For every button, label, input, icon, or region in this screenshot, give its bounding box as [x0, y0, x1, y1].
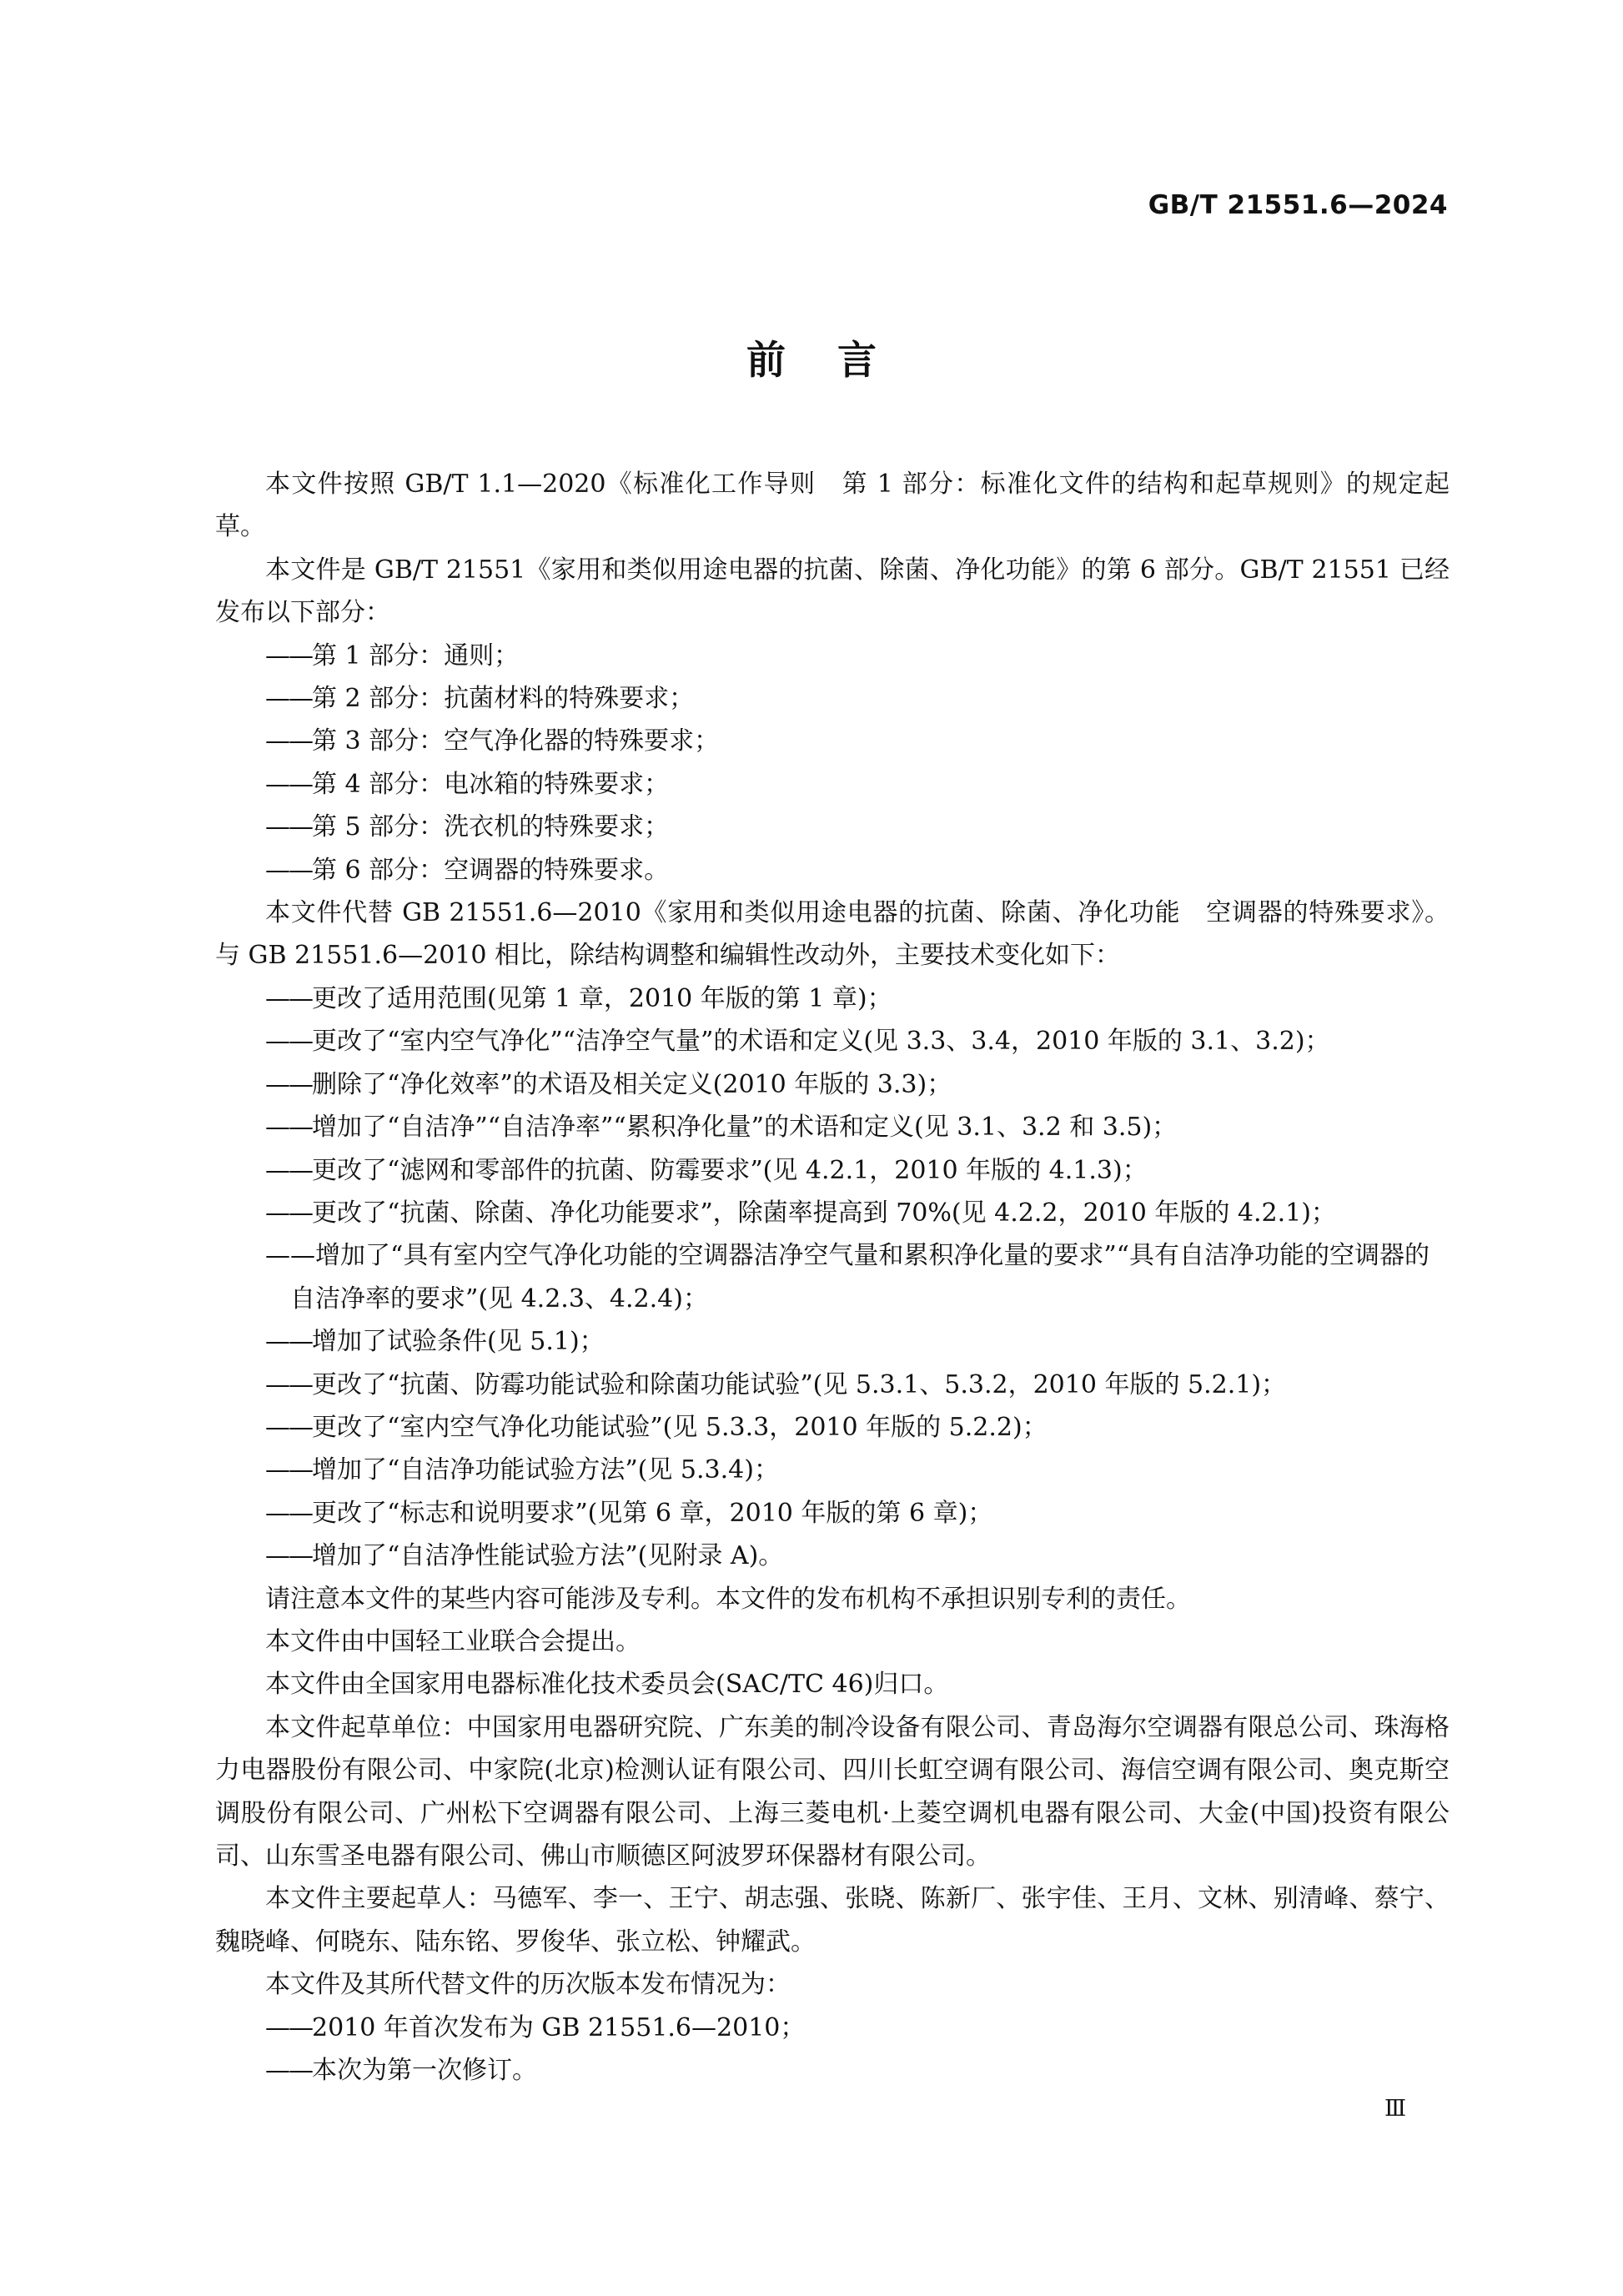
paragraph-series-info: 本文件是 GB/T 21551《家用和类似用途电器的抗菌、除菌、净化功能》的第 6 部分。GB/T 21551 已经发布以下部分： — [215, 555, 1450, 628]
page-title: 前言 — [746, 338, 928, 384]
page-number: Ⅲ — [1384, 2096, 1406, 2122]
foreword-body — [215, 463, 1450, 2092]
paragraph-patent-notice: 请注意本文件的某些内容可能涉及专利。本文件的发布机构不承担识别专利的责任。 — [265, 1584, 1191, 1614]
list-item: ——更改了“室内空气净化”“洁净空气量”的术语和定义(见 3.3、3.4，2010 年版的 3.1、3.2)； — [265, 1027, 1330, 1057]
list-item: ——更改了“标志和说明要求”(见第 6 章，2010 年版的第 6 章)； — [265, 1498, 993, 1528]
list-item: ——增加了“自洁净功能试验方法”(见 5.3.4)； — [265, 1455, 779, 1485]
list-item: ——增加了“具有室内空气净化功能的空调器洁净空气量和累积净化量的要求”“具有自洁净功能的空调器的自洁净率的要求”(见 4.2.3、4.2.4)； — [265, 1241, 1430, 1314]
list-item: ——更改了“室内空气净化功能试验”(见 5.3.3，2010 年版的 5.2.2)； — [265, 1412, 1048, 1442]
list-item: ——第 1 部分：通则； — [265, 641, 520, 671]
list-item: ——第 3 部分：空气净化器的特殊要求； — [265, 726, 720, 756]
list-item: ——更改了“抗菌、防霉功能试验和除菌功能试验”(见 5.3.1、5.3.2，2010 年版的 5.2.1)； — [265, 1369, 1287, 1399]
list-item: ——更改了适用范围(见第 1 章，2010 年版的第 1 章)； — [265, 983, 892, 1013]
history-list — [215, 2007, 1450, 2093]
list-item: ——第 2 部分：抗菌材料的特殊要求； — [265, 684, 695, 714]
changes-list — [215, 977, 1450, 1578]
paragraph-history-intro: 本文件及其所代替文件的历次版本发布情况为： — [265, 1970, 791, 2000]
list-item: ——删除了“净化效率”的术语及相关定义(2010 年版的 3.3)； — [265, 1069, 952, 1099]
list-item: ——2010 年首次发布为 GB 21551.6—2010； — [265, 2012, 806, 2042]
paragraph-committee: 本文件由全国家用电器标准化技术委员会(SAC/TC 46)归口。 — [265, 1670, 949, 1700]
paragraph-replacement: 本文件代替 GB 21551.6—2010《家用和类似用途电器的抗菌、除菌、净化功能 空调器的特殊要求》。与 GB 21551.6—2010 相比，除结构调整和编辑性改动外，主要技术变化如下： — [215, 898, 1450, 971]
list-item: ——增加了试验条件(见 5.1)； — [265, 1327, 605, 1357]
paragraph-drafting-rule: 本文件按照 GB/T 1.1—2020《标准化工作导则 第 1 部分：标准化文件的结构和起草规则》的规定起草。 — [215, 470, 1450, 542]
list-item: ——第 4 部分：电冰箱的特殊要求； — [265, 769, 670, 799]
list-item: ——更改了“抗菌、除菌、净化功能要求”，除菌率提高到 70%(见 4.2.2，2010 年版的 4.2.1)； — [265, 1198, 1336, 1228]
list-item: ——第 5 部分：洗衣机的特殊要求； — [265, 812, 670, 842]
paragraph-proposer: 本文件由中国轻工业联合会提出。 — [265, 1626, 641, 1656]
standard-number: GB/T 21551.6—2024 — [1148, 190, 1448, 220]
list-item: ——本次为第一次修订。 — [265, 2056, 537, 2086]
parts-list — [215, 635, 1450, 892]
list-item: ——第 6 部分：空调器的特殊要求。 — [265, 855, 670, 885]
list-item: ——增加了“自洁净性能试验方法”(见附录 A)。 — [265, 1541, 784, 1571]
paragraph-drafters: 本文件主要起草人：马德军、李一、王宁、胡志强、张晓、陈新厂、张宇佳、王月、文林、别清峰、蔡宁、魏晓峰、何晓东、陆东铭、罗俊华、张立松、钟耀武。 — [215, 1884, 1450, 1957]
list-item: ——增加了“自洁净”“自洁净率”“累积净化量”的术语和定义(见 3.1、3.2 和 3.5)； — [265, 1113, 1178, 1143]
paragraph-drafting-units: 本文件起草单位：中国家用电器研究院、广东美的制冷设备有限公司、青岛海尔空调器有限总公司、珠海格力电器股份有限公司、中家院(北京)检测认证有限公司、四川长虹空调有限公司、海信空调有限公司、奥克斯空调股份有限公司、广州松下空调器有限公司、上海三菱电机·上菱空调机电器有限公司、大金(中国)投资有限公司、山东雪圣电器有限公司、佛山市顺德区阿波罗环保器材有限公司。 — [215, 1712, 1450, 1871]
list-item: ——更改了“滤网和零部件的抗菌、防霉要求”(见 4.2.1，2010 年版的 4.1.3)； — [265, 1155, 1148, 1185]
